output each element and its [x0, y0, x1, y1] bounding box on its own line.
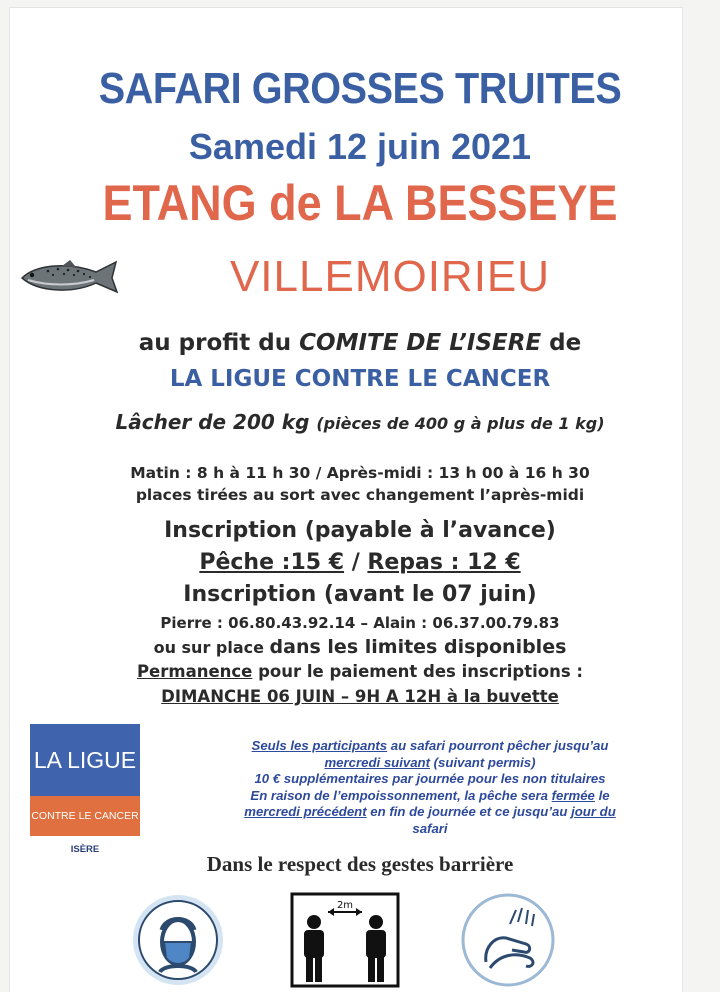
registration-deadline: Inscription (avant le 07 juin) — [183, 582, 537, 607]
note-4-end: le — [594, 787, 610, 803]
note-closed: fermée — [551, 787, 595, 803]
distance-icon — [290, 892, 400, 988]
league-name: LA LIGUE CONTRE LE CANCER — [169, 366, 551, 392]
event-title: SAFARI GROSSES TRUITES — [98, 64, 622, 113]
release-detail: (pièces de 400 g à plus de 1 kg) — [316, 414, 605, 433]
release-line — [0, 410, 720, 434]
onsite-prefix: ou sur place — [153, 638, 270, 657]
rules-notes — [170, 738, 690, 837]
permanence-label: Permanence — [136, 662, 253, 681]
logo-region: ISÈRE — [70, 844, 100, 855]
note-5-mid: en fin de journée et ce jusqu’au — [366, 804, 572, 819]
onsite-line — [0, 636, 720, 658]
note-next-wednesday: mercredi suivant — [324, 754, 430, 770]
barrier-gestures-title: Dans le respect des gestes barrière — [206, 852, 514, 876]
handwash-icon — [460, 892, 556, 988]
note-line-5 — [170, 804, 690, 821]
event-place: ETANG de LA BESSEYE — [102, 175, 618, 231]
note-2-rest: (suivant permis) — [430, 754, 536, 770]
note-1-rest: au safari pourront pêcher jusqu’au — [387, 738, 609, 753]
schedule-hours: Matin : 8 h à 11 h 30 / Après-midi : 13 h 00 à 16 h 30 — [130, 464, 590, 482]
distance-label: 2m — [336, 900, 354, 911]
note-participants: Seuls les participants — [251, 738, 388, 753]
logo-top-text: LA LIGUE — [30, 724, 140, 796]
fishing-price: Pêche :15 € — [199, 550, 345, 575]
note-previous-wednesday: mercredi précédent — [244, 804, 367, 819]
event-date: Samedi 12 juin 2021 — [188, 126, 532, 167]
note-4-start: En raison de l’empoissonnement, la pêche sera — [250, 787, 552, 803]
note-line-6: safari — [412, 820, 448, 836]
committee-name: COMITE DE L’ISERE — [299, 330, 542, 356]
trout-icon — [18, 258, 120, 296]
release-main: Lâcher de 200 kg — [115, 410, 317, 434]
price-separator: / — [344, 550, 368, 575]
note-line-4 — [170, 788, 690, 805]
permanence-date: DIMANCHE 06 JUIN – 9H A 12H à la buvette — [161, 687, 559, 706]
permanence-line — [0, 662, 720, 681]
meal-price: Repas : 12 € — [367, 550, 521, 575]
mask-icon — [130, 892, 226, 988]
note-day-of: jour du — [571, 804, 616, 819]
registration-title: Inscription (payable à l’avance) — [164, 518, 556, 543]
beneficiary-prefix: au profit du — [138, 330, 300, 356]
prices-line — [0, 550, 720, 575]
schedule-draw: places tirées au sort avec changement l’après-midi — [135, 486, 585, 504]
logo-bottom-text: CONTRE LE CANCER — [30, 796, 140, 836]
beneficiary-line — [0, 330, 720, 356]
note-line-1 — [170, 738, 690, 755]
event-town: VILLEMOIRIEU — [229, 252, 551, 301]
onsite-limit: dans les limites disponibles — [269, 636, 567, 658]
permanence-text: pour le paiement des inscriptions : — [252, 662, 584, 681]
note-line-3: 10 € supplémentaires par journée pour les non titulaires — [254, 771, 606, 786]
contact-phones: Pierre : 06.80.43.92.14 – Alain : 06.37.00.79.83 — [160, 614, 560, 632]
beneficiary-suffix: de — [541, 330, 582, 356]
league-logo — [30, 724, 140, 836]
note-line-2 — [170, 755, 690, 772]
